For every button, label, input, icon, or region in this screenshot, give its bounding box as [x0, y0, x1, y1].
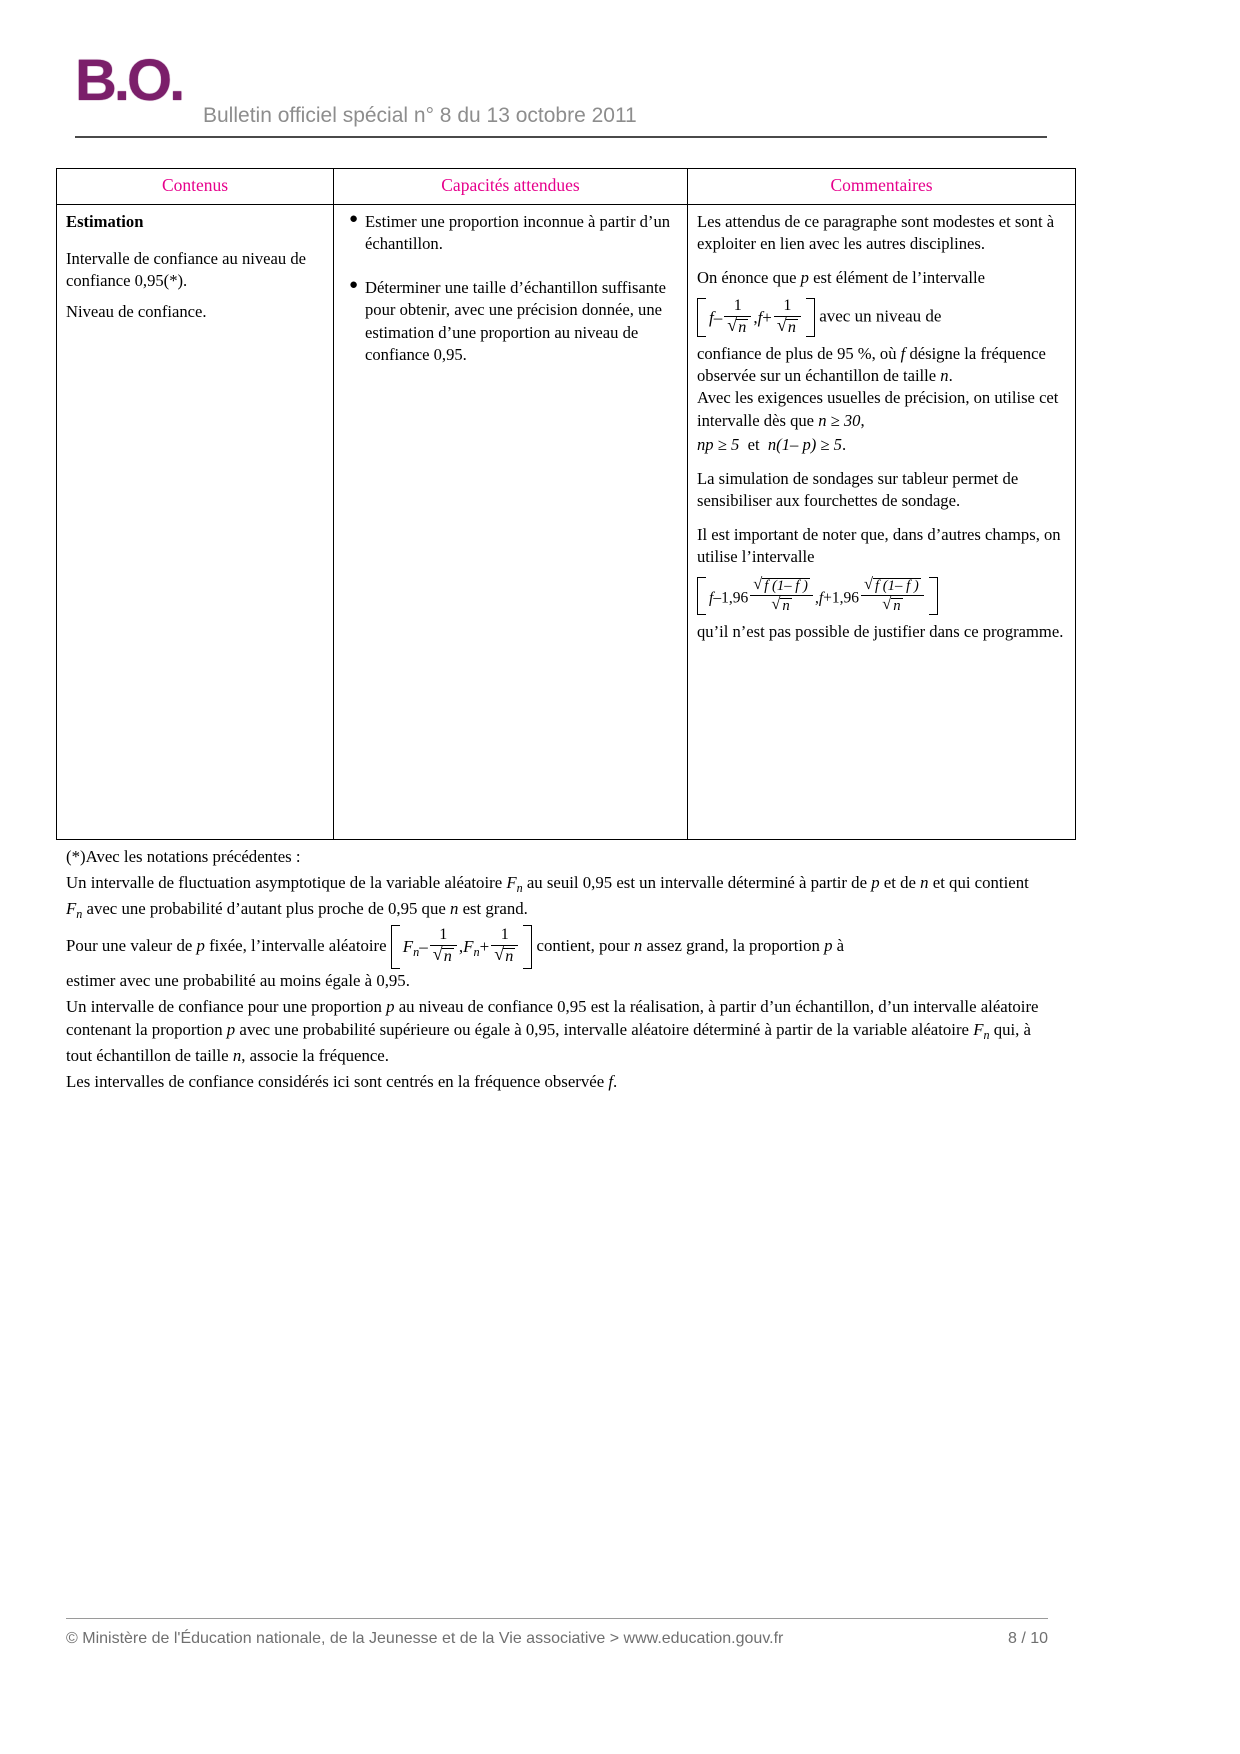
note3-b: fixée, l’intervalle aléatoire: [204, 935, 387, 955]
sqrt-icon: [864, 577, 921, 594]
note6-b: .: [613, 1072, 618, 1092]
math-sub-n2: n: [76, 906, 83, 921]
math-var-p: p: [871, 872, 880, 892]
math-var-f: f: [900, 344, 906, 364]
bullet-icon: ●: [349, 211, 359, 228]
contenus-line-2: Niveau de confiance.: [66, 302, 207, 322]
list-item: [343, 211, 678, 255]
header-title: Bulletin officiel spécial n° 8 du 13 octobre 2011: [203, 104, 637, 127]
commentaires-paragraph-3: [697, 343, 1066, 387]
capacites-item-text: Déterminer une taille d’échantillon suffisante pour obtenir, avec une précision donnée, une estimation d’une proportion au niveau de confiance 0,95.: [365, 278, 667, 364]
formula3-den-left: [430, 946, 457, 966]
math-var-F: F: [973, 1020, 984, 1040]
sqrt-icon: [771, 597, 791, 614]
p4-et: et: [747, 434, 760, 454]
math-var-p: p: [386, 996, 395, 1016]
note-line-2: [66, 871, 1046, 923]
p2-after: est élément de l’intervalle: [808, 268, 985, 288]
formula3-num-left: 1: [430, 927, 457, 946]
p3-a: confiance de plus de 95 %, où: [697, 344, 901, 364]
math-sub-n: n: [983, 1028, 990, 1043]
note3-d: assez grand, la proportion: [642, 935, 825, 955]
formula2-radicand-right: f (1– f ): [875, 577, 919, 594]
note5-b: au niveau de confiance 0,95 est la réalisation, à partir d’un échantillon, d’un intervalle aléatoire contenant la proportion: [66, 996, 1039, 1040]
cell-commentaires: [688, 205, 1076, 840]
formula1-num-right: 1: [774, 298, 801, 317]
math-var-n: n: [232, 1046, 242, 1066]
condition-np-ge-5: np ≥ 5: [697, 434, 740, 454]
sqrt-icon: [494, 947, 515, 966]
formula3-comma: ,: [458, 937, 464, 957]
formula3-sub-right: n: [473, 945, 480, 960]
formula1-f-left: f: [709, 308, 714, 328]
p4-a: Avec les exigences usuelles de précision, on utilise cet intervalle dès que: [697, 388, 1059, 430]
note3-e: à: [832, 935, 845, 955]
formula1-den-var-left: n: [738, 319, 747, 337]
formula1-plus: +: [762, 308, 772, 328]
bo-logo: B.O.: [75, 48, 183, 113]
formula1-num-left: 1: [724, 298, 751, 317]
note3-c: contient, pour: [536, 935, 634, 955]
commentaires-paragraph-4b: [697, 434, 1066, 456]
condition-n-ge-30: n ≥ 30: [818, 410, 861, 430]
commentaires-paragraph-1: Les attendus de ce paragraphe sont modestes et sont à exploiter en lien avec les autres disciplines.: [697, 212, 1055, 254]
formula2-den-var-right: n: [893, 598, 901, 615]
formula1-minus: –: [713, 308, 723, 328]
formula2-num-right: [861, 577, 924, 596]
p2-before: On énonce que: [697, 268, 801, 288]
formula3-F-right: F: [463, 937, 474, 957]
math-var-F2: F: [66, 898, 77, 918]
formula1-den-right: [774, 317, 801, 337]
note-line-3: [66, 925, 1046, 969]
wald-brackets: [697, 577, 938, 615]
commentaires-paragraph-2: [697, 267, 1066, 289]
interval-brackets: [697, 298, 815, 337]
note5-c: avec une probabilité supérieure ou égale à 0,95, intervalle aléatoire déterminé à partir de la variable aléatoire: [235, 1020, 974, 1040]
formula2-den-var-left: n: [782, 598, 790, 615]
formula2-num-left: [750, 577, 813, 596]
formula2-coef-right: 1,96: [831, 589, 859, 607]
formula-confidence-interval: [697, 298, 1066, 337]
formula2-minus: –: [713, 589, 722, 607]
formula3-F-left: F: [402, 937, 414, 957]
note2-d: et qui contient: [928, 872, 1029, 892]
formula2-fraction-left: [750, 577, 813, 615]
sqrt-icon: [433, 947, 454, 966]
math-var-n: n: [920, 872, 929, 892]
footer-copyright: © Ministère de l'Éducation nationale, de la Jeunesse et de la Vie associative > www.education.gouv.fr: [66, 1630, 784, 1647]
formula2-radicand-left: f (1– f ): [764, 577, 808, 594]
formula1-comma: ,: [753, 308, 758, 328]
formula2-fraction-right: [861, 577, 924, 615]
formula1-fraction-left: [724, 298, 751, 337]
formula1-den-var-right: n: [787, 319, 796, 337]
header-divider: [75, 136, 1047, 138]
note2-c: et de: [879, 872, 921, 892]
formula3-den-var-right: n: [505, 948, 514, 966]
note2-e: avec une probabilité d’autant plus proche de 0,95 que: [82, 898, 450, 918]
commentaires-paragraph-6: Il est important de noter que, dans d’autres champs, on utilise l’intervalle: [697, 524, 1061, 566]
p3-c: .: [948, 366, 953, 386]
formula3-sub-left: n: [413, 945, 420, 960]
note6-a: Les intervalles de confiance considérés ici sont centrés en la fréquence observée: [66, 1072, 609, 1092]
capacites-item-text: Estimer une proportion inconnue à partir d’un échantillon.: [365, 212, 671, 254]
formula2-f-left: f: [709, 589, 714, 607]
p3-b: désigne la fréquence observée sur un échantillon de taille: [697, 344, 1046, 386]
condition-n1p-ge-5: n(1– p) ≥ 5: [767, 434, 842, 454]
formula3-num-right: 1: [491, 927, 518, 946]
note-line-1: (*)Avec les notations précédentes :: [66, 847, 301, 866]
contenus-heading: Estimation: [66, 212, 144, 232]
note2-b: au seuil 0,95 est un intervalle déterminé à partir de: [522, 872, 872, 892]
formula1-fraction-right: [774, 298, 801, 337]
table-header-row: [57, 169, 1076, 205]
column-header-contenus: Contenus: [57, 169, 334, 205]
curriculum-table: [56, 168, 1076, 840]
formula2-plus: +: [823, 589, 832, 607]
formula3-fraction-right: [491, 927, 518, 966]
page-number: 8 / 10: [1007, 1630, 1048, 1647]
note-line-6: [66, 1070, 1046, 1094]
math-var-p: p: [800, 268, 809, 288]
sqrt-icon: [753, 577, 810, 594]
note3-a: Pour une valeur de: [66, 935, 197, 955]
cell-capacites: [334, 205, 688, 840]
formula3-minus: –: [419, 937, 428, 957]
table-row: [57, 205, 1076, 840]
sqrt-icon: [727, 318, 748, 337]
math-var-n: n: [940, 366, 949, 386]
commentaires-paragraph-4: [697, 387, 1066, 431]
formula-random-interval: [391, 925, 533, 968]
note-line-4: estimer avec une probabilité au moins égale à 0,95.: [66, 970, 410, 990]
math-var-p2: p: [824, 935, 833, 955]
formula3-plus: +: [479, 937, 490, 957]
math-sub-n: n: [516, 880, 523, 895]
formula3-den-right: [491, 946, 518, 966]
math-var-p2: p: [226, 1020, 236, 1040]
formula2-coef-left: 1,96: [721, 589, 749, 607]
note2-f: est grand.: [458, 898, 528, 918]
math-var-p: p: [196, 935, 205, 955]
formula2-den-right: [861, 596, 924, 614]
note2-a: Un intervalle de fluctuation asymptotique de la variable aléatoire: [66, 872, 507, 892]
math-var-n: n: [633, 935, 643, 955]
note5-d: qui, à tout échantillon de taille: [66, 1020, 1031, 1066]
sqrt-icon: [777, 318, 798, 337]
sqrt-icon: [882, 597, 902, 614]
formula2-comma: ,: [814, 589, 819, 607]
formula2-f-right: f: [818, 589, 824, 607]
column-header-capacites: Capacités attendues: [334, 169, 688, 205]
math-var-n2: n: [449, 898, 459, 918]
note5-e: , associe la fréquence.: [241, 1046, 389, 1066]
bullet-icon: ●: [349, 277, 359, 294]
footnotes-section: [66, 845, 1046, 1096]
formula1-tail: avec un niveau de: [819, 306, 942, 326]
math-var-F: F: [506, 872, 517, 892]
cell-contenus: [57, 205, 334, 840]
math-var-f: f: [608, 1072, 614, 1092]
formula1-den-left: [724, 317, 751, 337]
formula1-f-right: f: [757, 308, 763, 328]
contenus-line-1: Intervalle de confiance au niveau de confiance 0,95(*).: [66, 249, 307, 291]
note-line-5: [66, 995, 1046, 1069]
formula3-den-var-left: n: [443, 948, 452, 966]
column-header-commentaires: Commentaires: [688, 169, 1076, 205]
formula2-den-left: [750, 596, 813, 614]
page-header: [75, 48, 1165, 144]
list-item: [343, 277, 678, 365]
p4-comma: ,: [860, 410, 865, 430]
p4-end: .: [841, 434, 847, 454]
formula3-fraction-left: [430, 927, 457, 966]
footer-divider: [66, 1618, 1048, 1619]
formula-wald-interval: [697, 577, 1066, 615]
note5-a: Un intervalle de confiance pour une proportion: [66, 996, 387, 1016]
commentaires-paragraph-7: qu’il n’est pas possible de justifier dans ce programme.: [697, 621, 1064, 641]
commentaires-paragraph-5: La simulation de sondages sur tableur permet de sensibiliser aux fourchettes de sondage.: [697, 468, 1019, 510]
